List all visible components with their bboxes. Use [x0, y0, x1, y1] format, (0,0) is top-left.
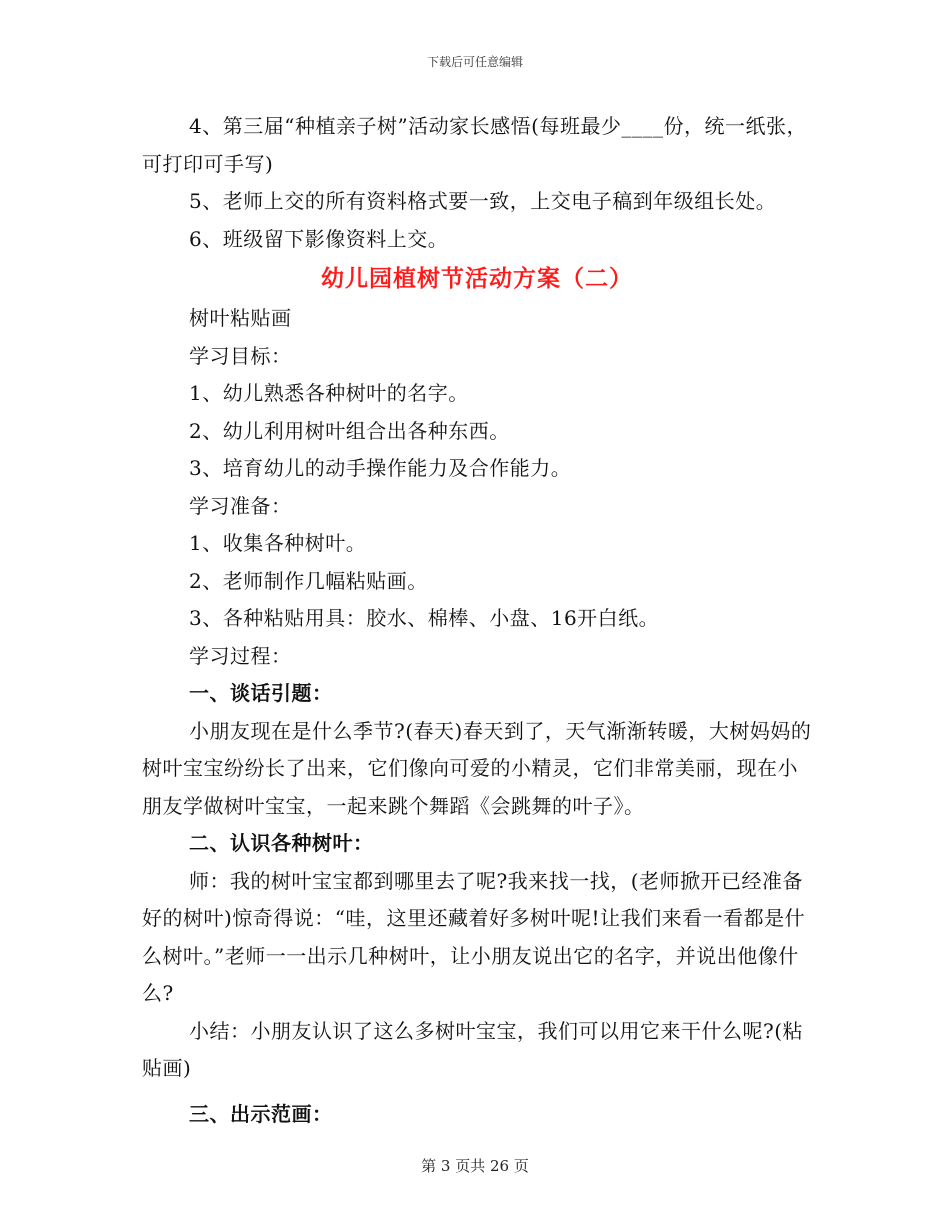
goals-heading: 学习目标： [189, 343, 292, 368]
step-heading: 一、谈话引题： [189, 681, 333, 705]
goal-item: 3、培育幼儿的动手操作能力及合作能力。 [189, 456, 572, 480]
step-paragraph: 师：我的树叶宝宝都到哪里去了呢?我来找一找，(老师掀开已经准备好的树叶)惊奇得说：“哇，这里还藏着好多树叶呢!让我们来看一看都是什么树叶。”老师一一出示几种树叶，让小朋友说出它的名字，并说出他像什么? [142, 868, 806, 1005]
goal-item: 2、幼儿利用树叶组合出各种东西。 [189, 418, 510, 443]
activity-name: 树叶粘贴画 [189, 306, 292, 330]
step-heading: 三、出示范画： [189, 1101, 333, 1126]
list-item-5: 5、老师上交的所有资料格式要一致，上交电子稿到年级组长处。 [189, 189, 777, 213]
page-header: 下载后可任意编辑 [426, 55, 523, 69]
step-paragraph: 小结：小朋友认识了这么多树叶宝宝，我们可以用它来干什么呢?(粘贴画) [142, 1018, 804, 1080]
prep-heading: 学习准备： [189, 493, 292, 518]
page-footer: 第 3 页共 26 页 [421, 1157, 529, 1175]
list-item-6: 6、班级留下影像资料上交。 [189, 226, 449, 251]
goal-item: 1、幼儿熟悉各种树叶的名字。 [189, 381, 469, 405]
prep-item: 1、收集各种树叶。 [189, 531, 367, 555]
list-item-4: 4、第三届“种植亲子树”活动家长感悟(每班最少____份，统一纸张，可打印可手写) [142, 114, 807, 176]
prep-item: 2、老师制作几幅粘贴画。 [189, 568, 428, 593]
step-paragraph: 小朋友现在是什么季节?(春天)春天到了，天气渐渐转暖，大树妈妈的树叶宝宝纷纷长了出来，它们像向可爱的小精灵，它们非常美丽，现在小朋友学做树叶宝宝，一起来跳个舞蹈《会跳舞的叶子》。 [142, 718, 812, 818]
section-title: 幼儿园植树节活动方案（二） [321, 265, 633, 292]
step-heading: 二、认识各种树叶： [189, 831, 374, 855]
process-heading: 学习过程： [189, 643, 292, 668]
prep-item: 3、各种粘贴用具：胶水、棉棒、小盘、16开白纸。 [189, 606, 660, 630]
document-body [142, 108, 812, 1133]
